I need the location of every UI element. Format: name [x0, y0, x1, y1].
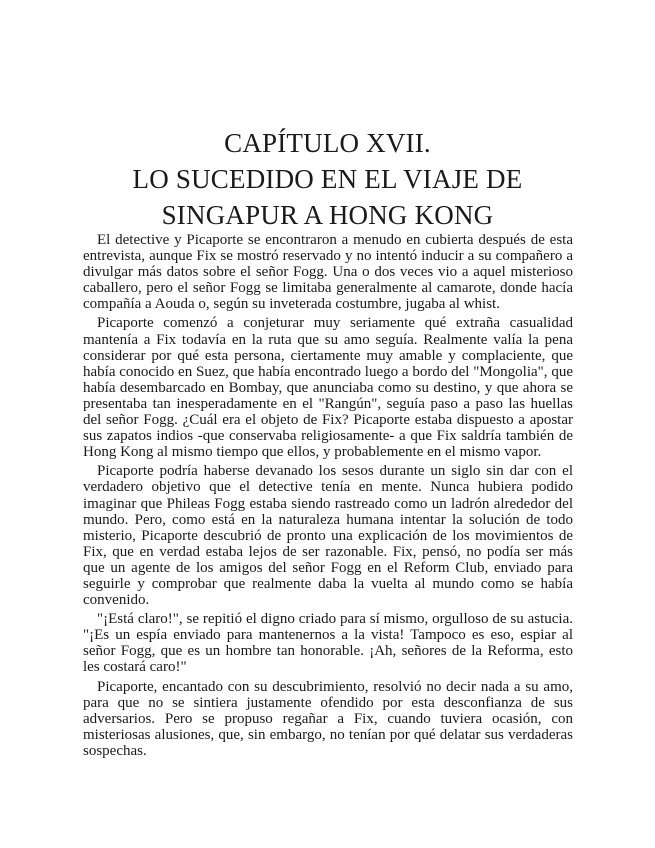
chapter-title-line-3: SINGAPUR A HONG KONG [161, 200, 494, 230]
paragraph-2: Picaporte comenzó a conjeturar muy seriamente qué extraña casualidad mantenía a Fix todavía en la ruta que su amo seguía. Realmente valía la pena considerar por qué esta persona, ciertamente muy amable y complaciente, que había conocido en Suez, que había encontrado luego a bordo del "Mongolia", que había desembarcado en Bombay, que anunciaba como su destino, y que ahora se presentaba tan inesperadamente en el "Rangún", seguía paso a paso las huellas del señor Fogg. ¿Cuál era el objeto de Fix? Picaporte estaba dispuesto a apostar sus zapatos indios -que conservaba religiosamente- a que Fix saldría también de Hong Kong al mismo tiempo que ellos, y probablemente en el mismo vapor. [83, 315, 573, 461]
paragraph-3: Picaporte podría haberse devanado los sesos durante un siglo sin dar con el verdadero objetivo que el detective tenía en mente. Nunca hubiera podido imaginar que Phileas Fogg estaba siendo rastreado como un ladrón alrededor del mundo. Pero, como está en la naturaleza humana intentar la solución de todo misterio, Picaporte descubrió de pronto una explicación de los movimientos de Fix, que en verdad estaba lejos de ser razonable. Fix, pensó, no podía ser más que un agente de los amigos del señor Fogg en el Reform Club, enviado para seguirle y comprobar que realmente daba la vuelta al mundo como se había convenido. [83, 463, 573, 609]
chapter-title [0, 125, 655, 233]
chapter-title-line-1: CAPÍTULO XVII. [224, 128, 431, 158]
paragraph-1: El detective y Picaporte se encontraron a menudo en cubierta después de esta entrevista, aunque Fix se mostró reservado y no intentó inducir a su compañero a divulgar más datos sobre el señor Fogg. Una o dos veces vio a aquel misterioso caballero, pero el señor Fogg se limitaba generalmente al camarote, donde hacía compañía a Aouda o, según su inveterada costumbre, jugaba al whist. [83, 232, 573, 313]
paragraph-5: Picaporte, encantado con su descubrimiento, resolvió no decir nada a su amo, para que no se sintiera justamente ofendido por esta desconfianza de sus adversarios. Pero se propuso regañar a Fix, cuando tuviera ocasión, con misteriosas alusiones, que, sin embargo, no tenían por qué delatar sus verdaderas sospechas. [83, 678, 573, 759]
chapter-title-line-2: LO SUCEDIDO EN EL VIAJE DE [132, 164, 523, 194]
paragraph-4: "¡Está claro!", se repitió el digno criado para sí mismo, orgulloso de su astucia. "¡Es un espía enviado para mantenernos a la vista! Tampoco es eso, espiar al señor Fogg, que es un hombre tan honorable. ¡Ah, señores de la Reforma, esto les costará caro!" [83, 611, 573, 676]
chapter-body [83, 232, 573, 762]
